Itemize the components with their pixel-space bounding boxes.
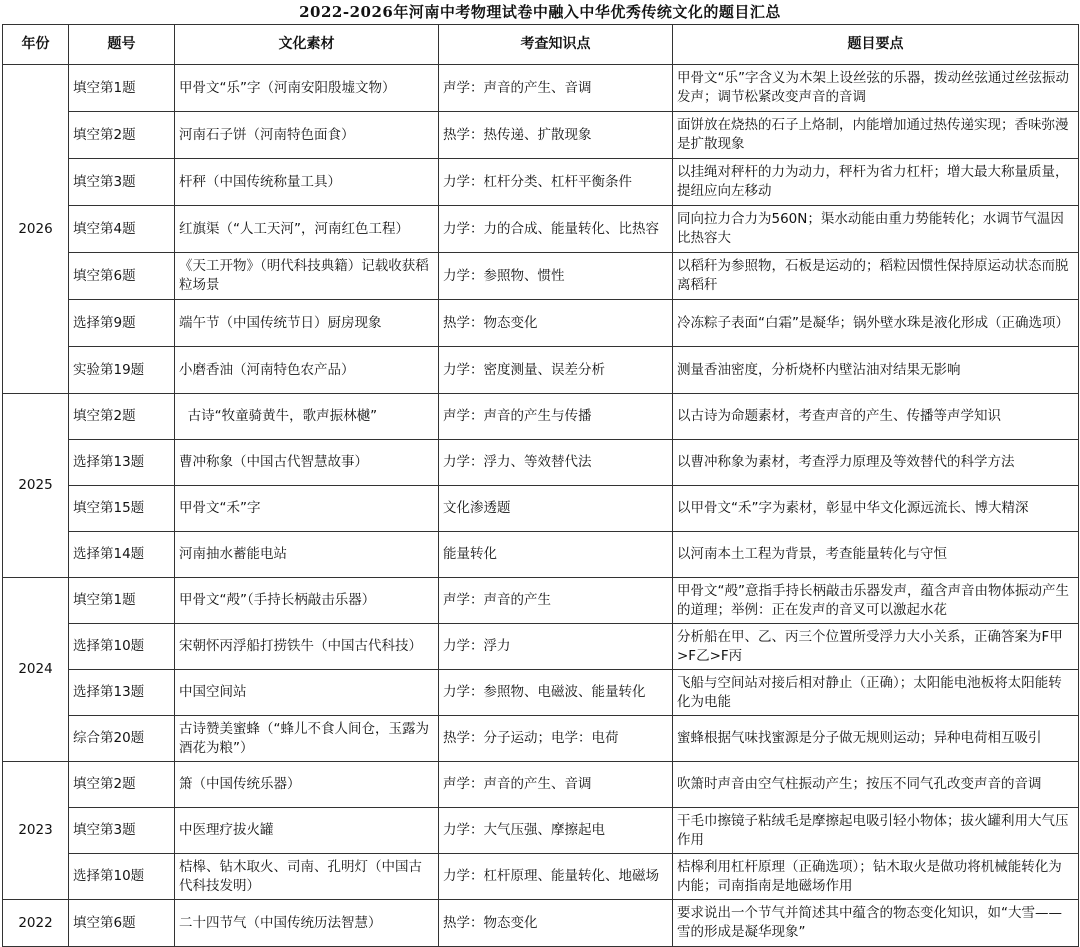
table-row [3,112,1079,159]
table-row [3,300,1079,347]
material-cell: 二十四节气（中国传统历法智慧） [175,900,439,947]
year-cell: 2026 [3,65,69,394]
knowledge-cell: 力学：杠杆分类、杠杆平衡条件 [439,159,673,206]
material-cell: 红旗渠（“人工天河”，河南红色工程） [175,206,439,253]
points-cell: 桔槔利用杠杆原理（正确选项）；钻木取火是做功将机械能转化为内能；司南指南是地磁场作用 [673,854,1079,900]
summary-table [2,24,1079,947]
knowledge-cell: 能量转化 [439,532,673,578]
points-cell: 以古诗为命题素材，考查声音的产生、传播等声学知识 [673,394,1079,440]
material-cell: 杆秤（中国传统称量工具） [175,159,439,206]
year-cell: 2025 [3,394,69,578]
knowledge-cell: 力学：参照物、惯性 [439,253,673,300]
material-cell: 曹冲称象（中国古代智慧故事） [175,440,439,486]
table-row [3,900,1079,947]
table-row [3,808,1079,854]
knowledge-cell: 热学：分子运动；电学：电荷 [439,716,673,762]
knowledge-cell: 力学：杠杆原理、能量转化、地磁场 [439,854,673,900]
knowledge-cell: 文化渗透题 [439,486,673,532]
question-cell: 填空第1题 [69,65,175,112]
question-cell: 填空第3题 [69,159,175,206]
table-row [3,854,1079,900]
material-cell: 小磨香油（河南特色农产品） [175,347,439,394]
question-cell: 选择第14题 [69,532,175,578]
question-cell: 填空第2题 [69,762,175,808]
material-cell: 河南石子饼（河南特色面食） [175,112,439,159]
points-cell: 飞船与空间站对接后相对静止（正确）；太阳能电池板将太阳能转化为电能 [673,670,1079,716]
question-cell: 填空第2题 [69,394,175,440]
knowledge-cell: 热学：物态变化 [439,300,673,347]
question-cell: 填空第6题 [69,253,175,300]
header-knowledge: 考查知识点 [439,25,673,65]
table-row [3,159,1079,206]
question-cell: 选择第9题 [69,300,175,347]
header-year: 年份 [3,25,69,65]
points-cell: 同向拉力合力为560N；渠水动能由重力势能转化；水调节气温因比热容大 [673,206,1079,253]
question-cell: 填空第4题 [69,206,175,253]
header-question: 题号 [69,25,175,65]
material-cell: 河南抽水蓄能电站 [175,532,439,578]
points-cell: 分析船在甲、乙、丙三个位置所受浮力大小关系，正确答案为F甲>F乙>F丙 [673,624,1079,670]
year-cell: 2022 [3,900,69,947]
table-row [3,65,1079,112]
table-row [3,532,1079,578]
material-cell: 桔槔、钻木取火、司南、孔明灯（中国古代科技发明） [175,854,439,900]
points-cell: 蜜蜂根据气味找蜜源是分子做无规则运动；异种电荷相互吸引 [673,716,1079,762]
question-cell: 填空第6题 [69,900,175,947]
knowledge-cell: 力学：参照物、电磁波、能量转化 [439,670,673,716]
points-cell: 要求说出一个节气并简述其中蕴含的物态变化知识，如“大雪——雪的形成是凝华现象” [673,900,1079,947]
points-cell: 以甲骨文“禾”字为素材，彰显中华文化源远流长、博大精深 [673,486,1079,532]
question-cell: 填空第2题 [69,112,175,159]
material-cell: 甲骨文“乐”字（河南安阳殷墟文物） [175,65,439,112]
header-points: 题目要点 [673,25,1079,65]
year-cell: 2024 [3,578,69,762]
table-row [3,762,1079,808]
table-header-row [3,25,1079,65]
points-cell: 吹箫时声音由空气柱振动产生；按压不同气孔改变声音的音调 [673,762,1079,808]
table-row [3,578,1079,624]
page-title: 2022-2026年河南中考物理试卷中融入中华优秀传统文化的题目汇总 [299,3,781,21]
table-row [3,440,1079,486]
question-cell: 选择第13题 [69,670,175,716]
material-cell: 甲骨文“禾”字 [175,486,439,532]
material-cell: 《天工开物》（明代科技典籍）记载收获稻粒场景 [175,253,439,300]
knowledge-cell: 力学：浮力、等效替代法 [439,440,673,486]
knowledge-cell: 热学：热传递、扩散现象 [439,112,673,159]
knowledge-cell: 声学：声音的产生与传播 [439,394,673,440]
table-row [3,486,1079,532]
material-cell: 中医理疗拔火罐 [175,808,439,854]
knowledge-cell: 热学：物态变化 [439,900,673,947]
material-cell: 古诗赞美蜜蜂（“蜂儿不食人间仓，玉露为酒花为粮”） [175,716,439,762]
points-cell: 测量香油密度，分析烧杯内壁沾油对结果无影响 [673,347,1079,394]
knowledge-cell: 力学：大气压强、摩擦起电 [439,808,673,854]
material-cell: 箫（中国传统乐器） [175,762,439,808]
points-cell: 以稻秆为参照物，石板是运动的；稻粒因惯性保持原运动状态而脱离稻秆 [673,253,1079,300]
header-material: 文化素材 [175,25,439,65]
knowledge-cell: 声学：声音的产生 [439,578,673,624]
question-cell: 填空第3题 [69,808,175,854]
points-cell: 以挂绳对秤杆的力为动力，秤杆为省力杠杆；增大最大称量质量，提纽应向左移动 [673,159,1079,206]
year-cell: 2023 [3,762,69,900]
table-row [3,716,1079,762]
points-cell: 甲骨文“乐”字含义为木架上设丝弦的乐器，拨动丝弦通过丝弦振动发声；调节松紧改变声音的音调 [673,65,1079,112]
question-cell: 综合第20题 [69,716,175,762]
knowledge-cell: 力学：力的合成、能量转化、比热容 [439,206,673,253]
table-row [3,253,1079,300]
question-cell: 选择第13题 [69,440,175,486]
material-cell: 中国空间站 [175,670,439,716]
material-cell: 端午节（中国传统节日）厨房现象 [175,300,439,347]
points-cell: 以曹冲称象为素材，考查浮力原理及等效替代的科学方法 [673,440,1079,486]
points-cell: 甲骨文“殸”意指手持长柄敲击乐器发声，蕴含声音由物体振动产生的道理；举例：正在发声的音叉可以激起水花 [673,578,1079,624]
points-cell: 冷冻粽子表面“白霜”是凝华；锅外壁水珠是液化形成（正确选项） [673,300,1079,347]
table-row [3,206,1079,253]
question-cell: 选择第10题 [69,854,175,900]
material-cell: 甲骨文“殸”（手持长柄敲击乐器） [175,578,439,624]
knowledge-cell: 声学：声音的产生、音调 [439,65,673,112]
table-row [3,347,1079,394]
table-body [3,65,1079,947]
table-row [3,624,1079,670]
points-cell: 面饼放在烧热的石子上烙制，内能增加通过热传递实现；香味弥漫是扩散现象 [673,112,1079,159]
question-cell: 选择第10题 [69,624,175,670]
question-cell: 实验第19题 [69,347,175,394]
material-cell: 古诗“牧童骑黄牛，歌声振林樾” [175,394,439,440]
knowledge-cell: 声学：声音的产生、音调 [439,762,673,808]
table-row [3,394,1079,440]
points-cell: 以河南本土工程为背景，考查能量转化与守恒 [673,532,1079,578]
knowledge-cell: 力学：密度测量、误差分析 [439,347,673,394]
question-cell: 填空第1题 [69,578,175,624]
material-cell: 宋朝怀丙浮船打捞铁牛（中国古代科技） [175,624,439,670]
points-cell: 干毛巾擦镜子粘绒毛是摩擦起电吸引轻小物体；拔火罐利用大气压作用 [673,808,1079,854]
question-cell: 填空第15题 [69,486,175,532]
knowledge-cell: 力学：浮力 [439,624,673,670]
table-row [3,670,1079,716]
